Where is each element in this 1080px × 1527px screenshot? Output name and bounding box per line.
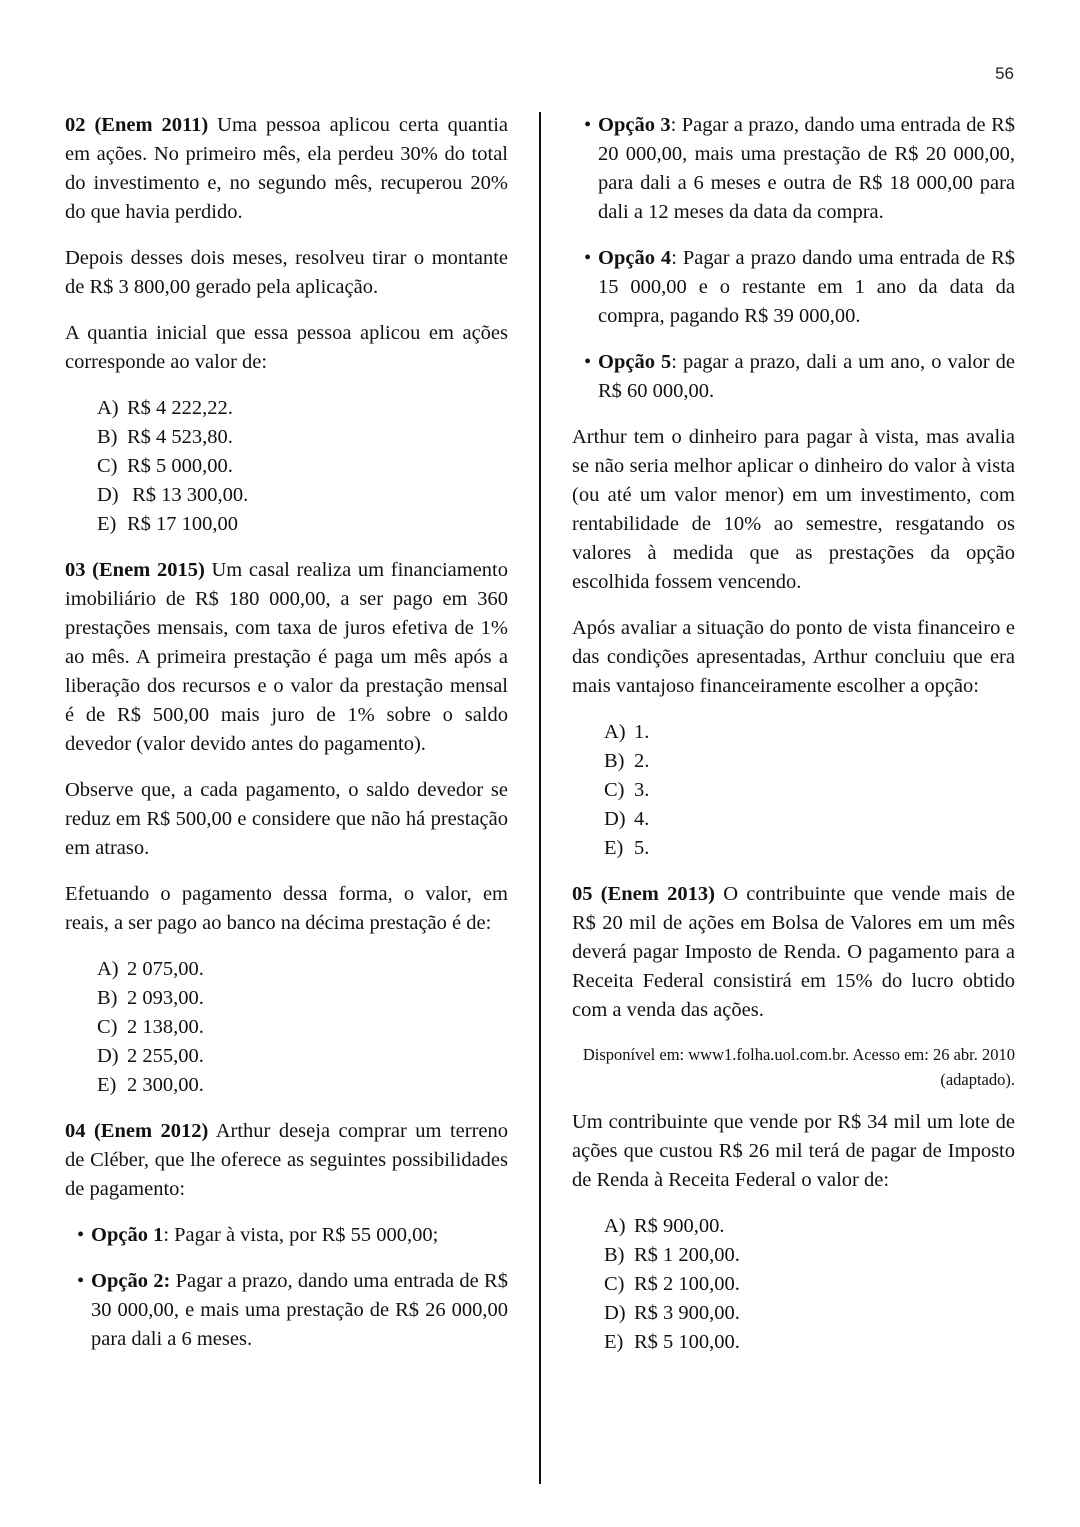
bullet-icon: • <box>584 114 592 136</box>
choice-a: A) 2 075,00. <box>97 958 204 980</box>
bullet-icon: • <box>584 247 592 269</box>
option-2: • Opção 2: Pagar a prazo, dando uma entrada de R$ 30 000,00, e mais uma prestação de R$ 26 000,00 para dali a 6 meses. <box>65 1267 508 1354</box>
question-04-choices <box>572 718 1015 863</box>
question-04-statement: 04 (Enem 2012) Arthur deseja comprar um terreno de Cléber, que lhe oferece as seguintes possibilidades de pagamento: <box>65 1120 509 1200</box>
choice-d: D) 4. <box>604 808 650 830</box>
choice-c: C) 2 138,00. <box>97 1016 204 1038</box>
left-column <box>65 111 508 1371</box>
question-04-part-1 <box>65 1117 508 1354</box>
option-1: • Opção 1: Pagar à vista, por R$ 55 000,00; <box>65 1221 508 1250</box>
column-divider <box>539 112 541 1484</box>
question-02 <box>65 111 508 539</box>
choice-e: E) 5. <box>604 837 650 859</box>
choice-c: C) R$ 5 000,00. <box>97 455 233 477</box>
choice-d: D) R$ 13 300,00. <box>97 484 249 506</box>
choice-b: B) 2. <box>604 750 650 772</box>
bullet-icon: • <box>77 1270 85 1292</box>
question-05-choices <box>572 1212 1015 1357</box>
choice-c: C) R$ 2 100,00. <box>604 1273 740 1295</box>
question-02-paragraph-2: Depois desses dois meses, resolveu tirar o montante de R$ 3 800,00 gerado pela aplicação. <box>65 247 508 298</box>
choice-b: B) R$ 1 200,00. <box>604 1244 740 1266</box>
question-03-number: 03 (Enem 2015) <box>65 559 205 581</box>
choice-b: B) R$ 4 523,80. <box>97 426 233 448</box>
choice-e: E) R$ 5 100,00. <box>604 1331 740 1353</box>
question-05-number: 05 (Enem 2013) <box>572 883 715 905</box>
question-02-statement: 02 (Enem 2011) Uma pessoa aplicou certa quantia em ações. No primeiro mês, ela perdeu 30% do total do investimento e, no segundo mês, recuperou 20% do que havia perdido. <box>65 114 509 223</box>
choice-d: D) 2 255,00. <box>97 1045 204 1067</box>
question-02-number: 02 (Enem 2011) <box>65 114 209 136</box>
choice-b: B) 2 093,00. <box>97 987 204 1009</box>
question-03-prompt: Efetuando o pagamento dessa forma, o valor, em reais, a ser pago ao banco na décima prestação é de: <box>65 883 508 934</box>
option-3: • Opção 3: Pagar a prazo, dando uma entrada de R$ 20 000,00, mais uma prestação de R$ 20 000,00, para dali a 6 meses e outra de R$ 18 000,00 para dali a 12 meses da data da compra. <box>572 111 1015 227</box>
question-04-part-2 <box>572 111 1015 863</box>
question-02-prompt: A quantia inicial que essa pessoa aplicou em ações corresponde ao valor de: <box>65 322 508 373</box>
choice-a: A) 1. <box>604 721 650 743</box>
option-5: • Opção 5: pagar a prazo, dali a um ano, o valor de R$ 60 000,00. <box>572 348 1015 406</box>
choice-a: A) R$ 4 222,22. <box>97 397 233 419</box>
choice-a: A) R$ 900,00. <box>604 1215 725 1237</box>
question-04-prompt: Após avaliar a situação do ponto de vista financeiro e das condições apresentadas, Arthur concluiu que era mais vantajoso financeiramente escolher a opção: <box>572 617 1015 697</box>
question-05-prompt: Um contribuinte que vende por R$ 34 mil um lote de ações que custou R$ 26 mil terá de pagar de Imposto de Renda à Receita Federal o valor de: <box>572 1111 1015 1191</box>
question-05-statement: 05 (Enem 2013) O contribuinte que vende mais de R$ 20 mil de ações em Bolsa de Valores em um mês deverá pagar Imposto de Renda. O pagamento para a Receita Federal consistirá em 15% do lucro obtido com a venda das ações. <box>572 883 1015 1021</box>
choice-e: E) 2 300,00. <box>97 1074 204 1096</box>
choice-c: C) 3. <box>604 779 650 801</box>
question-05 <box>572 880 1015 1357</box>
question-03 <box>65 556 508 1100</box>
question-03-choices <box>65 955 508 1100</box>
question-04-paragraph-2: Arthur tem o dinheiro para pagar à vista, mas avalia se não seria melhor aplicar o dinheiro do valor à vista (ou até um valor menor) em um investimento, com rentabilidade de 10% ao semestre, resgatando os valores à medida que as prestações da opção escolhida fossem vencendo. <box>572 426 1015 593</box>
choice-d: D) R$ 3 900,00. <box>604 1302 740 1324</box>
right-column <box>572 111 1015 1374</box>
page-number: 56 <box>995 64 1014 83</box>
bullet-icon: • <box>77 1224 85 1246</box>
bullet-icon: • <box>584 351 592 373</box>
question-03-paragraph-2: Observe que, a cada pagamento, o saldo devedor se reduz em R$ 500,00 e considere que não há prestação em atraso. <box>65 779 508 859</box>
source-citation: Disponível em: www1.folha.uol.com.br. Acesso em: 26 abr. 2010 (adaptado). <box>582 1045 1015 1089</box>
option-4: • Opção 4: Pagar a prazo dando uma entrada de R$ 15 000,00 e o restante em 1 ano da data da compra, pagando R$ 39 000,00. <box>572 244 1015 331</box>
question-04-number: 04 (Enem 2012) <box>65 1120 209 1142</box>
question-03-statement: 03 (Enem 2015) Um casal realiza um financiamento imobiliário de R$ 180 000,00, a ser pago em 360 prestações mensais, com taxa de juros efetiva de 1% ao mês. A primeira prestação é paga um mês após a liberação dos recursos e o valor da prestação mensal é de R$ 500,00 mais juro de 1% sobre o saldo devedor (valor devido antes do pagamento). <box>65 559 508 755</box>
choice-e: E) R$ 17 100,00 <box>97 513 239 535</box>
question-02-choices <box>65 394 508 539</box>
